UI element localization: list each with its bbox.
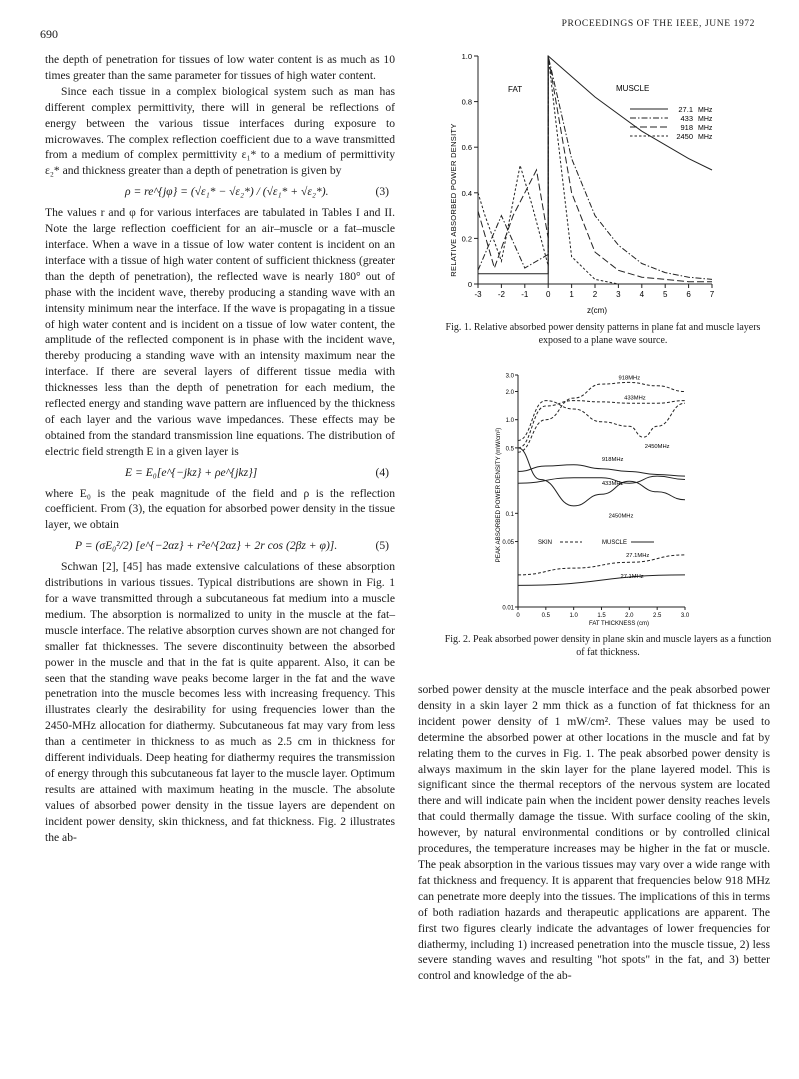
legend-frequency: 918 [680, 123, 693, 132]
curve-label: 433MHz [624, 395, 646, 402]
legend-unit: MHz [698, 134, 713, 141]
y-tick-label: 3.0 [505, 373, 514, 380]
fat-label: FAT [508, 85, 523, 94]
muscle-label: MUSCLE [616, 84, 650, 93]
x-tick-label: 1.5 [597, 613, 606, 619]
legend-unit: MHz [698, 107, 713, 114]
paragraph: Since each tissue in a complex biological system such as man has different complex permittivity, there will in general be reflections of energy between the various tissue interfaces during exposure to microwaves. The complex reflection coefficient due to a wave transmitted from a medium of complex permittivity ε₁* to a medium of permittivity ε₂* and thickness greater than a depth of penetration is given by [45, 84, 395, 178]
curve-label: 2450MHz [608, 513, 634, 520]
series-line [518, 401, 685, 448]
x-tick-label: 2.0 [625, 613, 634, 619]
equation: ρ = re^{jφ} = (√ε₁* − √ε₂*) / (√ε₁* + √ε₂*). [125, 185, 329, 199]
figure-1 [440, 40, 780, 320]
legend [538, 540, 654, 546]
equation: P = (σE₀²/2) [e^{−2αz} + r²e^{2αz} + 2r cos (2βz + φ)]. [75, 539, 338, 553]
figure-2 [478, 365, 778, 632]
x-tick-label: 5 [662, 290, 668, 299]
series-line [518, 382, 685, 452]
y-tick-label: 0 [467, 280, 472, 289]
paragraph: where E₀ is the peak magnitude of the field and ρ is the reflection coefficient. From (3), the equation for absorbed power density in the tissue layer, we obtain [45, 486, 395, 532]
y-tick-label: 0.6 [461, 143, 472, 153]
paragraph: Schwan [2], [45] has made extensive calculations of these absorption distributions in various tissues. Typical distributions are shown in Fig. 1 for a wave transmitted through a subcutaneous fat medium into a muscle medium. The absorption is normalized to unity in the muscle at the fat–muscle interface. The relative absorption curves shown are not changed for smaller fat thicknesses. The severe discontinuity between the absorbed power in the muscle and that in the fat is quite apparent. Also, it can be seen that the standing wave peaks become larger in the fat and the wave penetration into the muscle becomes less with increasing frequency. This illustrates clearly the desirability for using frequencies lower than the 2450-MHz allocation for diathermy. Subcutaneous fat may vary from less than a centimeter in thickness to as much as 2.5 cm in thickness for different individuals. Deep heating for diathermy requires the transmission of energy through this subcutaneous fat layer to the muscle layer. Optimum results are attained with maximum heating in the muscle. The absolute values of absorbed power density in the tissue layers are dependent on incident power density, skin thickness, and fat thickness. Fig. 2 illustrates the ab- [45, 560, 395, 844]
running-head: PROCEEDINGS OF THE IEEE, JUNE 1972 [561, 19, 755, 29]
y-axis-label: PEAK ABSORBED POWER DENSITY (mW/cm²) [495, 427, 502, 563]
x-tick-label: 3.0 [680, 613, 690, 619]
left-column [45, 52, 395, 846]
y-tick-label: 0.1 [505, 511, 514, 518]
curve-label: 27.1MHz [626, 553, 650, 560]
figure-1-chart [440, 40, 780, 315]
legend [630, 105, 713, 141]
x-tick-label: 3 [616, 290, 621, 299]
legend-unit: MHz [698, 125, 713, 132]
curve-label: 27.1MHz [620, 573, 644, 580]
y-tick-label: 0.8 [461, 97, 472, 107]
equation-number: (3) [375, 185, 389, 199]
x-tick-label: -1 [521, 290, 529, 299]
right-column [418, 682, 770, 984]
equation-number: (5) [375, 539, 389, 553]
x-tick-label: 1.0 [569, 613, 578, 619]
curve-label: 918MHz [601, 457, 624, 464]
figure-2-caption: Fig. 2. Peak absorbed power density in plane skin and muscle layers as a function of fat thickness. [444, 634, 772, 658]
legend-frequency: 433 [680, 114, 693, 123]
x-tick-label: 0.5 [541, 613, 551, 619]
series-line [518, 555, 685, 575]
paragraph: sorbed power density at the muscle interface and the peak absorbed power density in a skin layer 2 mm thick as a function of fat thickness for an incident power density of 1 mW/cm². These values may be used to determine the absorbed power at other locations in the muscle and fat by relating them to the curves in Fig. 1. The peak absorbed power density is always maximum in the skin layer for the plane layered model. This is significant since the thermal receptors of the nervous system are located there and will indicate pain when the incident power density reaches levels that could thermally damage the tissue. With surface cooling of the skin, however, by natural environmental conditions or by controlled clinical procedures, the temperature increases may be higher in the fat or muscle. The peak absorption in the various tissues may vary over a wide range with fat thickness and frequency. It is apparent that frequencies below 918 MHz can penetrate more deeply into the tissues. The implications of this in terms of both radiation hazards and therapeutic applications are apparent. The first two figures clearly indicate the advantages of lower frequencies for diathermy, including 1) increased penetration into the muscle tissue, 2) less severe standing waves and resulting "hot spots" in the fat, and 3) better control and knowledge of the ab- [418, 683, 770, 983]
page-number: 690 [40, 27, 58, 41]
curve-label: 2450MHz [644, 443, 670, 450]
x-axis-label: z(cm) [587, 306, 607, 315]
x-tick-label: 4 [639, 290, 645, 299]
x-tick-label: 0 [516, 613, 520, 619]
x-tick-label: -3 [474, 290, 482, 299]
equation: E = E₀[e^{−jkz} + ρe^{jkz}] [125, 465, 258, 479]
legend-unit: MHz [698, 116, 713, 123]
y-tick-label: 1.0 [461, 52, 472, 61]
y-tick-label: 0.4 [461, 188, 472, 198]
x-tick-label: 2 [592, 290, 598, 299]
paragraph: The values r and φ for various interfaces are tabulated in Tables I and II. Note the large reflection coefficient for an air–muscle or a fat–muscle interface. When a wave in a tissue of low water content is incident on an interface with a tissue of high water content of sufficient thickness (greater than the depth of penetration), the reflected wave is nearly 180° out of phase with the incident wave, thereby producing a standing wave with an intensity minimum near the interface. If the wave is propagating in a tissue of high water content and is incident on a tissue of low water content, the amplitude of the reflected component is in phase with the incident wave, thereby producing a standing wave with an intensity maximum near the interface. If there are several layers of different tissue media with thicknesses less than the depth of penetration for each medium, the reflected energy and standing wave pattern are influenced by the thickness of each layer and the various wave impedances. These effects may be obtained from the standard transmission line equations. The distribution of electric field strength E in a given layer is [45, 206, 395, 458]
legend-muscle: MUSCLE [602, 540, 628, 546]
equation-5 [45, 538, 395, 554]
x-tick-label: 0 [545, 290, 551, 299]
y-tick-label: 0.2 [461, 234, 472, 244]
x-tick-label: 7 [709, 290, 715, 299]
curve-label: 433MHz [601, 481, 624, 488]
x-tick-label: 6 [686, 290, 691, 299]
series-line [518, 465, 685, 476]
legend-frequency: 27.1 [678, 105, 693, 114]
figure-2-chart [478, 365, 778, 627]
x-axis-label: FAT THICKNESS (cm) [588, 621, 650, 627]
equation-3 [45, 184, 395, 200]
legend-skin: SKIN [538, 540, 553, 546]
y-axis-label: RELATIVE ABSORBED POWER DENSITY [449, 123, 458, 277]
y-tick-label: 0.5 [505, 446, 514, 453]
curve-label: 918MHz [618, 375, 641, 382]
y-tick-label: 2.0 [505, 389, 514, 396]
paragraph: the depth of penetration for tissues of low water content is as much as 10 times greater than the same parameter for tissues of high water content. [45, 53, 395, 82]
y-tick-label: 0.01 [502, 605, 514, 612]
y-tick-label: 1.0 [505, 418, 514, 425]
legend-frequency: 2450 [676, 132, 693, 141]
x-tick-label: 1 [569, 290, 574, 299]
y-tick-label: 0.05 [502, 540, 514, 547]
x-tick-label: -2 [497, 290, 505, 299]
series-line [518, 575, 685, 586]
equation-number: (4) [375, 465, 389, 479]
figure-1-caption: Fig. 1. Relative absorbed power density patterns in plane fat and muscle layers exposed to a plane wave source. [445, 322, 761, 346]
x-tick-label: 2.5 [652, 613, 662, 619]
equation-4 [45, 465, 395, 481]
